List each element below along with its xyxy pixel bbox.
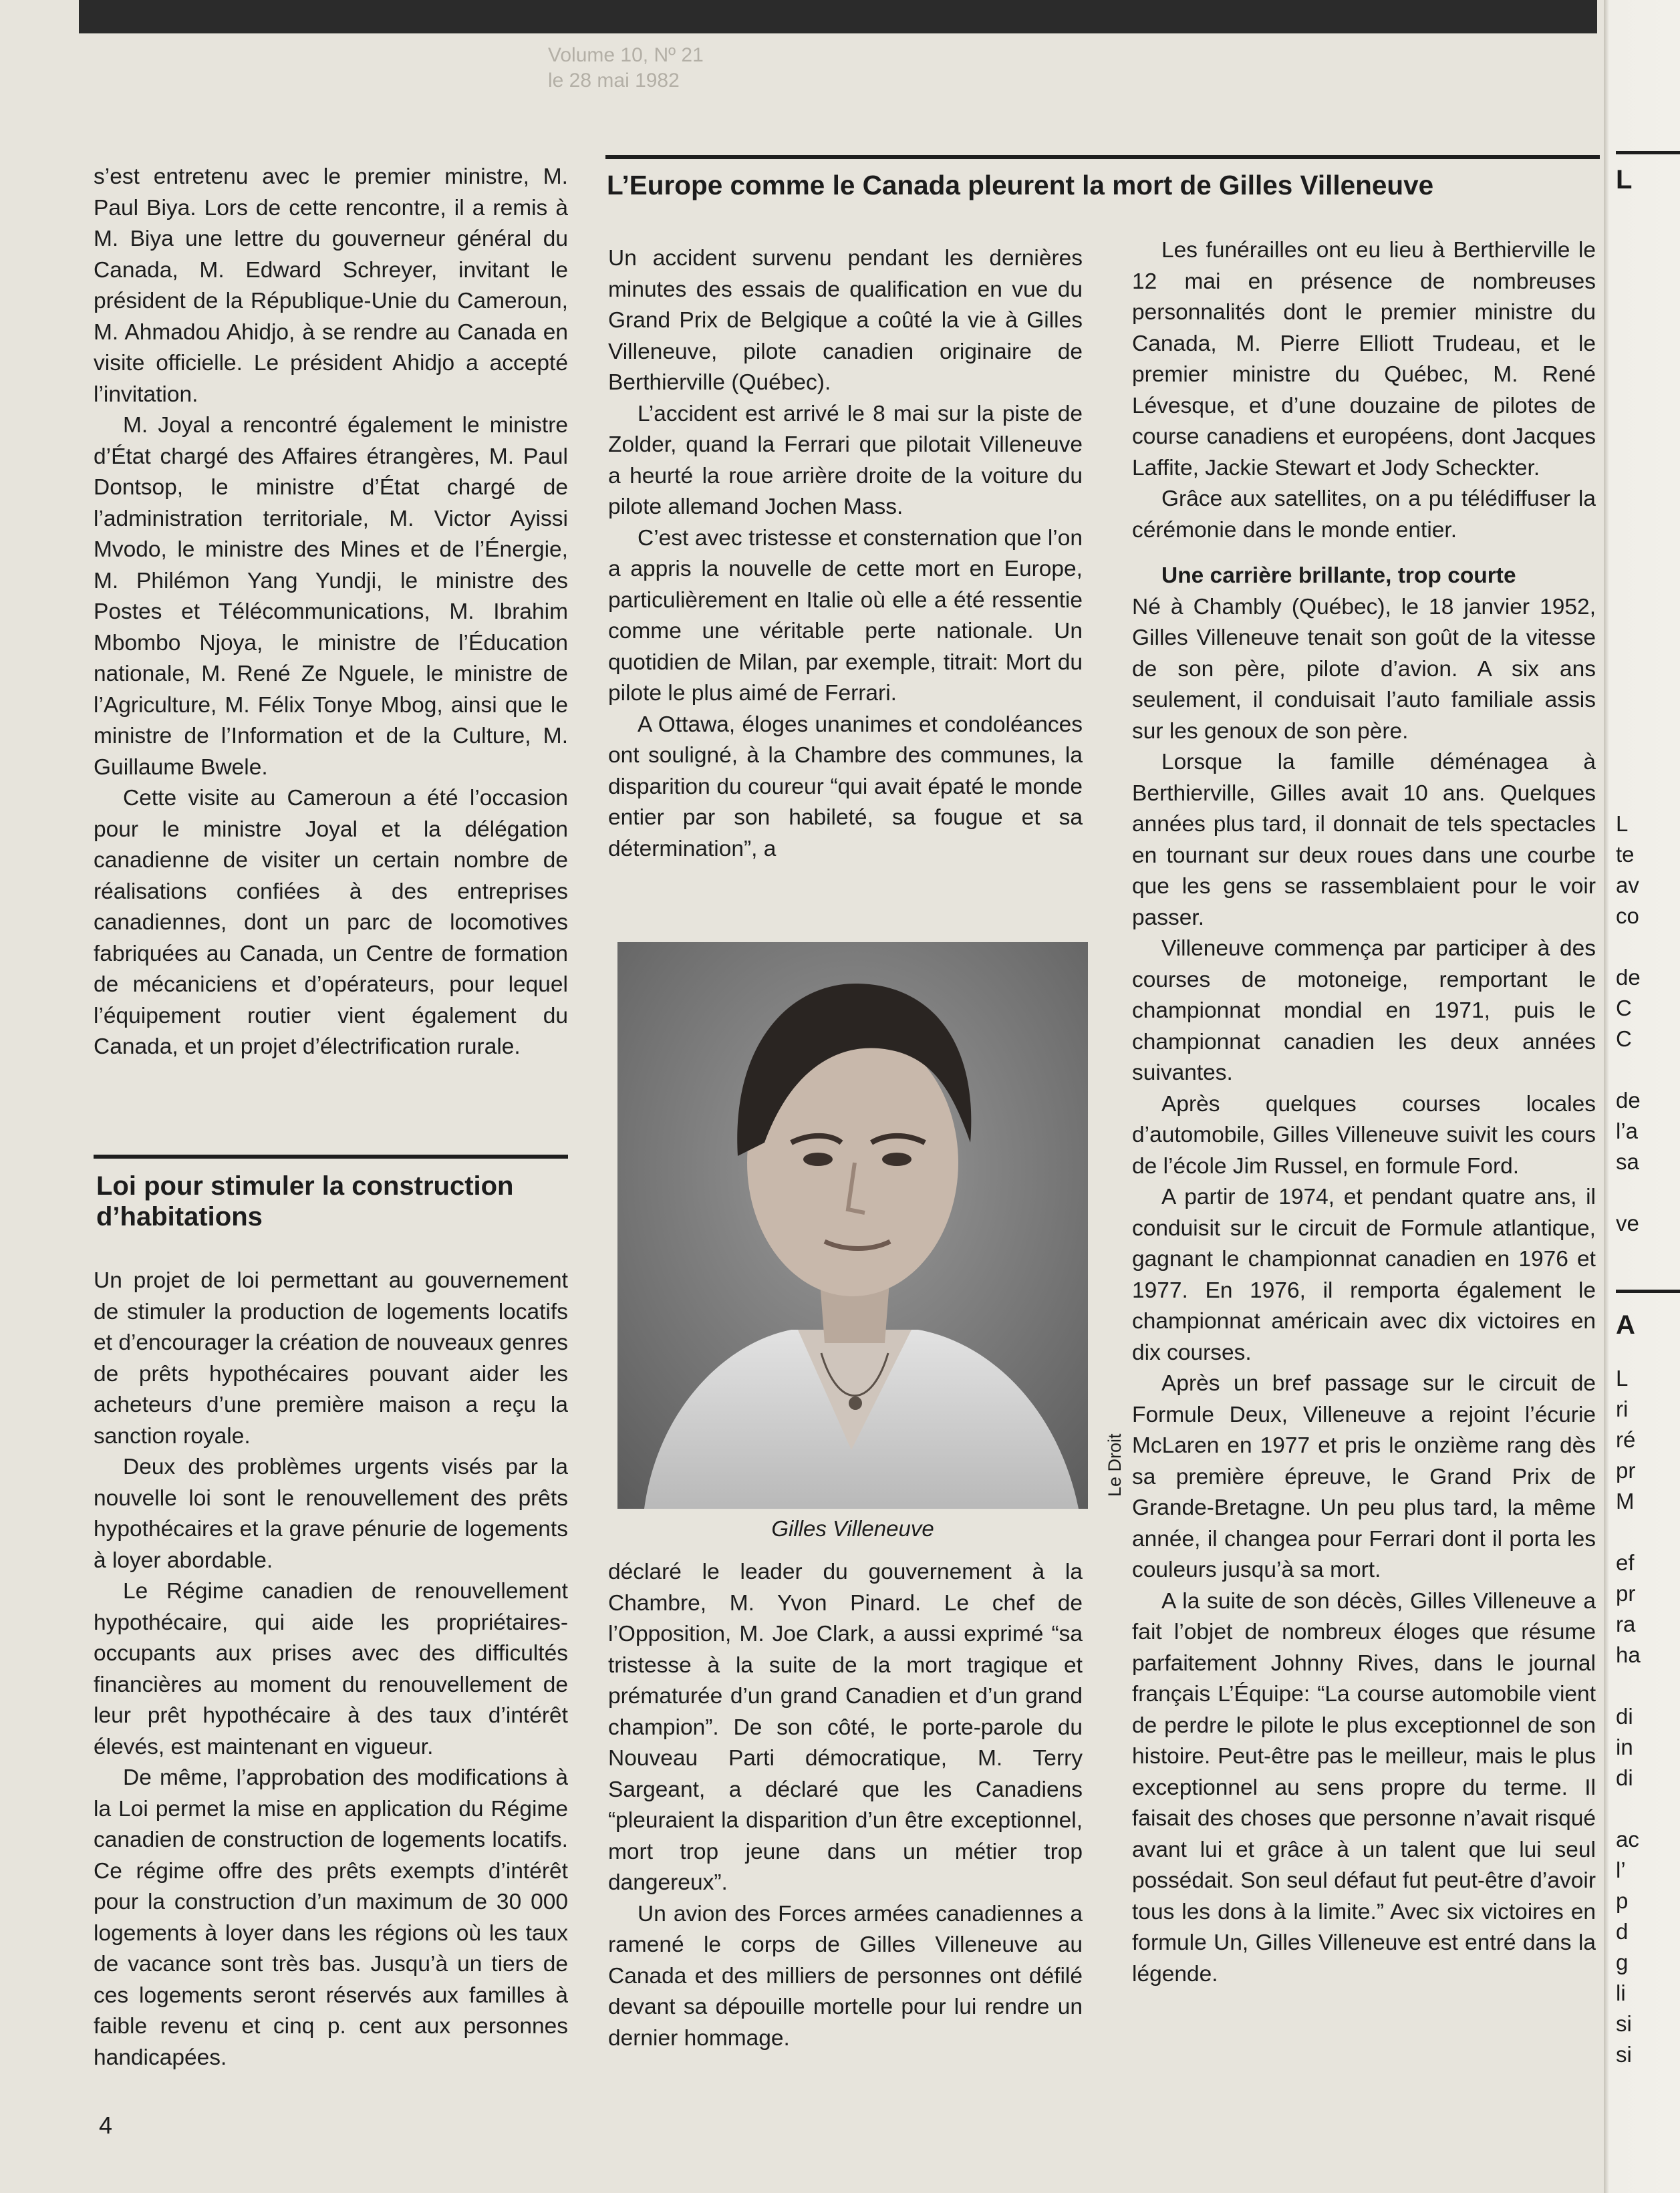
bleed-line-b-13: di: [1616, 1765, 1633, 1790]
article-top-rule: [605, 155, 1600, 159]
bleed-line-a-3: co: [1616, 903, 1639, 928]
bleed-line-b-12: in: [1616, 1735, 1633, 1759]
bleed-line-b-8: ra: [1616, 1612, 1636, 1636]
top-black-bar: [79, 0, 1597, 33]
article-column-1-top: [608, 243, 1083, 865]
bleed-line-b-21: si: [1616, 2011, 1632, 2036]
article-paragraph-12: Après quelques courses locales d’automobile, Gilles Villeneuve suivit les cours de l’école Jim Russel, en formule Ford.: [1132, 1091, 1596, 1179]
bleed-line-b-11: di: [1616, 1704, 1633, 1729]
bleed-mid-letter: A: [1616, 1310, 1635, 1340]
article-paragraph-6: Un avion des Forces armées canadiennes a ramené le corps de Gilles Villeneuve au Canada et des milliers de personnes ont défilé devant sa dépouille mortelle pour lui rendre un dernier hommage.: [608, 1901, 1083, 2051]
bleed-line-a-7: C: [1616, 1026, 1632, 1051]
loi-paragraph-1: Un projet de loi permettant au gouvernement de stimuler la production de logements locatifs et d’encourager la création de nouveaux genres de prêts hypothécaires pouvant aider les acheteurs d’une première maison a reçu la sanction royale.: [94, 1268, 568, 1449]
article-column-1-bottom: [608, 1557, 1083, 2054]
article-paragraph-1: Un accident survenu pendant les dernières minutes des essais de qualification en vue du Grand Prix de Belgique a coûté la vie à Gilles Villeneuve, pilote canadien originaire de Berthierville (Québec).: [608, 246, 1083, 395]
article-headline: L’Europe comme le Canada pleurent la mort de Gilles Villeneuve: [607, 170, 1434, 200]
loi-headline-line2: d’habitations: [96, 1202, 263, 1231]
bleed-line-b-17: p: [1616, 1888, 1629, 1913]
article-column-2: [1132, 235, 1596, 1990]
bleed-line-a-2: av: [1616, 873, 1639, 897]
left-paragraph-1: s’est entretenu avec le premier ministre, M. Paul Biya. Lors de cette rencontre, il a remis à M. Biya une lettre du gouverneur général du Canada, M. Edward Schreyer, invitant le président de la République-Unie du Cameroun, M. Ahmadou Ahidjo, à se rendre au Canada en visite officielle. Le président Ahidjo a accepté l’invitation.: [94, 164, 568, 407]
loi-headline: [96, 1171, 571, 1232]
bleed-line-b-18: d: [1616, 1919, 1629, 1944]
article-paragraph-3: C’est avec tristesse et consternation que l’on a appris la nouvelle de cette mort en Europe, particulièrement en Italie où elle a été ressentie comme une véritable perte nationale. Un quotidien de Milan, par exemple, titrait: Mort du pilote le plus aimé de Ferrari.: [608, 525, 1083, 706]
bleed-line-b-4: M: [1616, 1489, 1635, 1513]
left-paragraph-3: Cette visite au Cameroun a été l’occasion pour le ministre Joyal et la délégation canadienne de visiter un certain nombre de réalisations confiées à des entreprises canadiennes, dont un parc de locomotives fabriquées au Canada, un Centre de formation de mécaniciens et d’opérateurs, pour lequel l’équipement routier vient également du Canada, et un projet d’électrification rurale.: [94, 786, 568, 1059]
bleed-line-a-10: l’a: [1616, 1119, 1639, 1143]
bleed-line-a-9: de: [1616, 1088, 1641, 1113]
bleed-line-b-6: ef: [1616, 1550, 1635, 1575]
bleed-line-b-20: li: [1616, 1981, 1626, 2005]
left-paragraph-2: M. Joyal a rencontré également le ministre d’État chargé des Affaires étrangères, M. Paul Dontsop, le ministre d’État chargé de l’administration territoriale, M. Victor Ayissi Mvodo, le ministre des Mines et de l’Énergie, M. Philémon Yang Yundji, le ministre des Postes et Télécommunications, M. Ibrahim Mbombo Njoya, le ministre de l’Éducation nationale, M. René Ze Nguele, le ministre de l’Agriculture, M. Félix Tonye Mbog, ainsi que le ministre de l’Information et de la Culture, M. Guillaume Bwele.: [94, 413, 568, 780]
bleed-line-b-22: si: [1616, 2042, 1632, 2067]
bleed-line-b-19: g: [1616, 1950, 1629, 1975]
loi-paragraph-2: Deux des problèmes urgents visés par la nouvelle loi sont le renouvellement des prêts hypothécaires et la grave pénurie de logements à loyer abordable.: [94, 1455, 568, 1573]
bleed-line-b-3: pr: [1616, 1458, 1636, 1483]
page-number: 4: [99, 2111, 113, 2139]
article-paragraph-7: Les funérailles ont eu lieu à Berthierville le 12 mai en présence de nombreuses personnalités dont le premier ministre du Canada, M. Pierre Elliott Trudeau, et le premier ministre du Québec, M. René Lévesque, et d’une douzaine de pilotes de course canadiens et européens, dont Jacques Laffite, Jackie Stewart et Jody Scheckter.: [1132, 238, 1596, 480]
bleed-line-a-13: ve: [1616, 1211, 1639, 1235]
bleed-line-b-16: l’: [1616, 1858, 1626, 1882]
photo-credit: Le Droit: [1105, 1433, 1125, 1497]
bleed-rule-top: [1616, 151, 1680, 154]
next-page-bleed: [1604, 0, 1680, 2193]
loi-headline-line1: Loi pour stimuler la construction: [96, 1171, 514, 1201]
bleed-line-b-1: ri: [1616, 1397, 1629, 1421]
ghost-header: [548, 43, 704, 94]
loi-paragraph-3: Le Régime canadien de renouvellement hypothécaire, qui aide les propriétaires-occupants aux prises avec des difficultés financières au moment du renouvellement de leur prêt hypothécaire à des taux d’intérêt élevés, est maintenant en vigueur.: [94, 1579, 568, 1759]
article-paragraph-5: déclaré le leader du gouvernement à la Chambre, M. Yvon Pinard. Le chef de l’Opposition, M. Joe Clark, a aussi exprimé “sa tristesse à la suite de la mort tragique et prématurée d’un grand Canadien et d’un grand champion”. De son côté, le porte-parole du Nouveau Parti démocratique, M. Terry Sargeant, a déclaré que les Canadiens “pleuraient la disparition d’un être exceptionnel, mort trop jeune dans un métier trop dangereux”.: [608, 1560, 1083, 1895]
article-paragraph-9: Né à Chambly (Québec), le 18 janvier 1952, Gilles Villeneuve tenait son goût de la vitesse de son père, pilote d’avion. A six ans seulement, il conduisait l’auto familiale assis sur les genoux de son père.: [1132, 594, 1596, 744]
loi-paragraph-4: De même, l’approbation des modifications à la Loi permet la mise en application du Régime canadien de construction de logements locatifs. Ce régime offre des prêts exempts d’intérêt pour la construction d’un maximum de 30 000 logements à loyer dans les régions où les taux de vacance sont très bas. Jusqu’à un tiers de ces logements seront réservés aux familles à faible revenu et cinq p. cent aux personnes handicapées.: [94, 1765, 568, 2070]
article-paragraph-13: A partir de 1974, et pendant quatre ans, il conduisit sur le circuit de Formule atlantique, gagnant le championnat canadien en 1976 et 1977. En 1976, il remporta également le championnat américain avec dix victoires en dix courses.: [1132, 1185, 1596, 1365]
bleed-rule-mid: [1616, 1290, 1680, 1293]
left-column-continued: [94, 162, 568, 1063]
bleed-line-a-11: sa: [1616, 1149, 1639, 1174]
ghost-header-line1: Volume 10, Nº 21: [548, 44, 704, 66]
photo-caption: Gilles Villeneuve: [771, 1516, 934, 1541]
bleed-line-a-0: L: [1616, 811, 1629, 836]
bleed-line-a-6: C: [1616, 996, 1632, 1020]
article-paragraph-4: A Ottawa, éloges unanimes et condoléances ont souligné, à la Chambre des communes, la disparition du coureur “qui avait épaté le monde entier par son habileté, sa fougue et sa détermination”, a: [608, 712, 1083, 861]
article-paragraph-11: Villeneuve commença par participer à des courses de motoneige, remportant le championnat mondial en 1971, puis le championnat canadien les deux années suivantes.: [1132, 936, 1596, 1085]
bleed-top-letter: L: [1616, 165, 1633, 194]
bleed-line-b-9: ha: [1616, 1642, 1641, 1667]
article-paragraph-10: Lorsque la famille déménagea à Berthierville, Gilles avait 10 ans. Quelques années plus tard, il donnait de tels spectacles en tournant sur deux roues dans une courbe que les gens se rassemblaient pour le voir passer.: [1132, 750, 1596, 930]
bleed-line-a-5: de: [1616, 965, 1641, 990]
bleed-line-b-7: pr: [1616, 1581, 1636, 1606]
article-paragraph-2: L’accident est arrivé le 8 mai sur la piste de Zolder, quand la Ferrari que pilotait Villeneuve a heurté la roue arrière droite de la voiture du pilote allemand Jochen Mass.: [608, 401, 1083, 519]
bleed-line-b-15: ac: [1616, 1827, 1639, 1852]
loi-body: [94, 1266, 568, 2073]
ghost-header-line2: le 28 mai 1982: [548, 69, 680, 92]
article-paragraph-8: Grâce aux satellites, on a pu télédiffuser la cérémonie dans le monde entier.: [1132, 486, 1596, 543]
article-subhead: Une carrière brillante, trop courte: [1161, 563, 1516, 588]
article-paragraph-14: Après un bref passage sur le circuit de Formule Deux, Villeneuve a rejoint l’écurie McLaren en 1977 et pris le onzième rang dès sa première épreuve, le Grand Prix de Grande-Bretagne. Un peu plus tard, la même année, il changea pour Ferrari dont il porta les couleurs jusqu’à sa mort.: [1132, 1371, 1596, 1582]
portrait-illustration: [617, 942, 1088, 1509]
loi-top-rule: [94, 1155, 568, 1159]
portrait-photo: [617, 942, 1088, 1509]
bleed-line-b-2: ré: [1616, 1427, 1636, 1452]
article-paragraph-15: A la suite de son décès, Gilles Villeneuve a fait l’objet de nombreux éloges que résume parfaitement Johnny Rives, dans le journal français L’Équipe: “La course automobile vient de perdre le pilote le plus exceptionnel de son histoire. Peut-être pas le meilleur, mais le plus exceptionnel au sens propre du terme. Il faisait des choses que personne n’avait risqué avant lui et grâce à un talent que lui seul possédait. Son seul défaut fut peut-être d’avoir tous les dons à la limite.” Avec six victoires en formule Un, Gilles Villeneuve est entré dans la légende.: [1132, 1588, 1596, 1987]
bleed-line-a-1: te: [1616, 842, 1635, 867]
bleed-line-b-0: L: [1616, 1366, 1629, 1391]
